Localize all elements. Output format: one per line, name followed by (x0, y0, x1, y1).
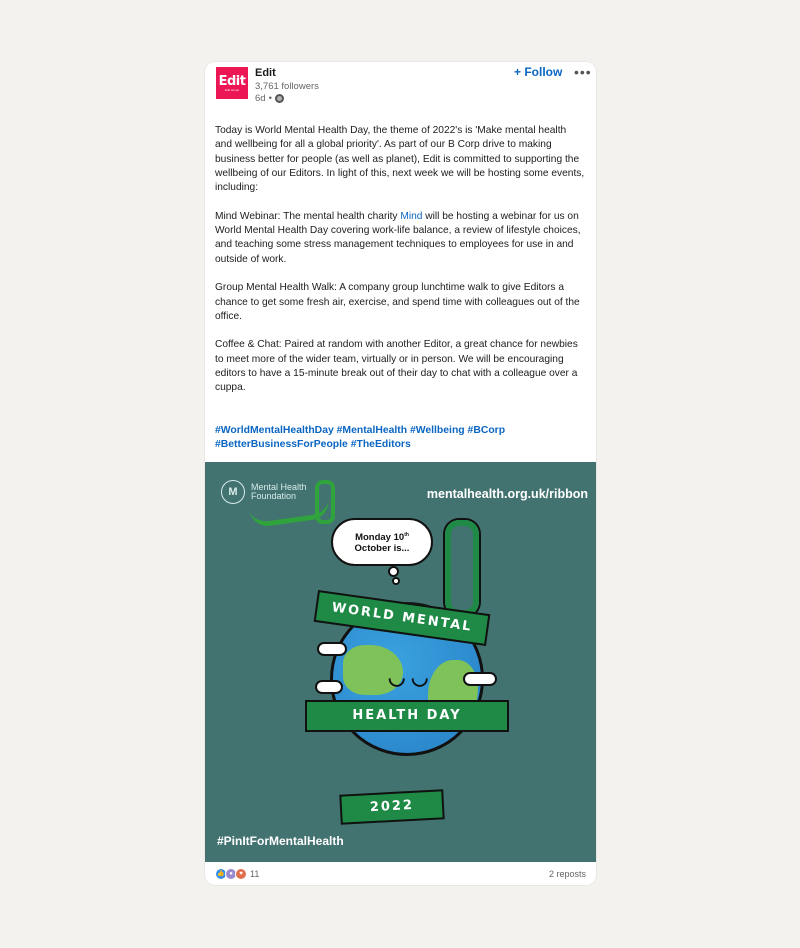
hashtag-link[interactable]: #WorldMentalHealthDay (215, 424, 334, 436)
post-header (205, 62, 596, 112)
banner-health-day: HEALTH DAY (305, 700, 509, 732)
image-hashtag: #PinItForMentalHealth (217, 834, 344, 848)
post-card (205, 62, 596, 885)
post-meta (255, 93, 284, 104)
follower-count: 3,761 followers (255, 81, 319, 92)
like-reaction-icon: 👍 (215, 868, 227, 880)
mhf-emblem-icon: M (221, 480, 245, 504)
mhf-name (251, 483, 307, 501)
hashtag-link[interactable]: #MentalHealth (336, 424, 408, 436)
separator: • (268, 93, 272, 104)
text: will be hosting a webinar for us on World Mental Health Day covering work-life balance, a review of lifestyle choices, and teaching some stress management techniques to employees for use in and outside of work. (215, 210, 581, 265)
cloud-icon (315, 680, 343, 694)
bubble-dot (388, 566, 399, 577)
post-image[interactable] (205, 462, 596, 862)
org-name-line2: Foundation (251, 491, 297, 501)
text: Mind Webinar: The mental health charity (215, 210, 401, 222)
logo-text: Edit (218, 73, 246, 89)
org-name-line1: Mental Health (251, 482, 307, 492)
love-reaction-icon: ♥ (235, 868, 247, 880)
post-paragraph (215, 210, 586, 267)
post-time: 6d (255, 93, 266, 104)
cloud-icon (463, 672, 497, 686)
hashtag-link[interactable]: #BCorp (467, 424, 506, 436)
support-reaction-icon: ● (225, 868, 237, 880)
awareness-ribbon-icon (445, 520, 479, 616)
bubble-sup: th (404, 531, 409, 538)
image-url-text: mentalhealth.org.uk/ribbon (426, 487, 588, 501)
author-name[interactable]: Edit (255, 67, 276, 79)
mhf-logo (221, 480, 307, 504)
hashtag-link[interactable]: #BetterBusinessForPeople (215, 438, 348, 450)
hashtag-link[interactable]: #TheEditors (350, 438, 411, 450)
follow-button[interactable]: + Follow (514, 65, 563, 79)
reaction-count: 11 (250, 868, 260, 879)
banner-year: 2022 (339, 789, 444, 824)
smile-face-icon: ◡ ◡ (388, 667, 429, 689)
cloud-icon (317, 642, 347, 656)
logo-subtext: Edit Group (224, 87, 240, 92)
reactions-summary[interactable] (215, 868, 259, 880)
mind-link[interactable]: Mind (400, 210, 423, 222)
bubble-line2: October is... (354, 543, 410, 555)
thought-bubble (331, 518, 433, 566)
post-paragraph: Coffee & Chat: Paired at random with another Editor, a great chance for newbies to meet more of the wider team, virtually or in person. We will be encouraging editors to have a 15-minute break out of their day to chat with a colleague over a cuppa. (215, 339, 578, 394)
post-body (205, 112, 596, 452)
company-logo[interactable] (216, 67, 248, 99)
bubble-dot (392, 577, 400, 585)
bubble-line1: Monday 10 (355, 532, 405, 544)
banner-world-mental: WORLD MENTAL (314, 590, 491, 646)
ribbon-loop-icon (315, 480, 335, 524)
hashtags (215, 424, 586, 453)
social-counts (205, 862, 596, 885)
hashtag-link[interactable]: #Wellbeing (409, 424, 465, 436)
more-options-icon[interactable]: ••• (574, 64, 592, 80)
post-paragraph: Group Mental Health Walk: A company group lunchtime walk to give Editors a chance to get some fresh air, exercise, and spend time with colleagues out of the office. (215, 282, 580, 322)
globe-icon (275, 94, 284, 103)
post-paragraph: Today is World Mental Health Day, the theme of 2022's is 'Make mental health and wellbeing for all a global priority'. As part of our B Corp drive to making business better for people (as well as planet), Edit is committed to supporting the wellbeing of our Editors. In light of this, next week we will be hosting some events, including: (215, 125, 585, 194)
reposts-count[interactable]: 2 reposts (548, 868, 586, 879)
